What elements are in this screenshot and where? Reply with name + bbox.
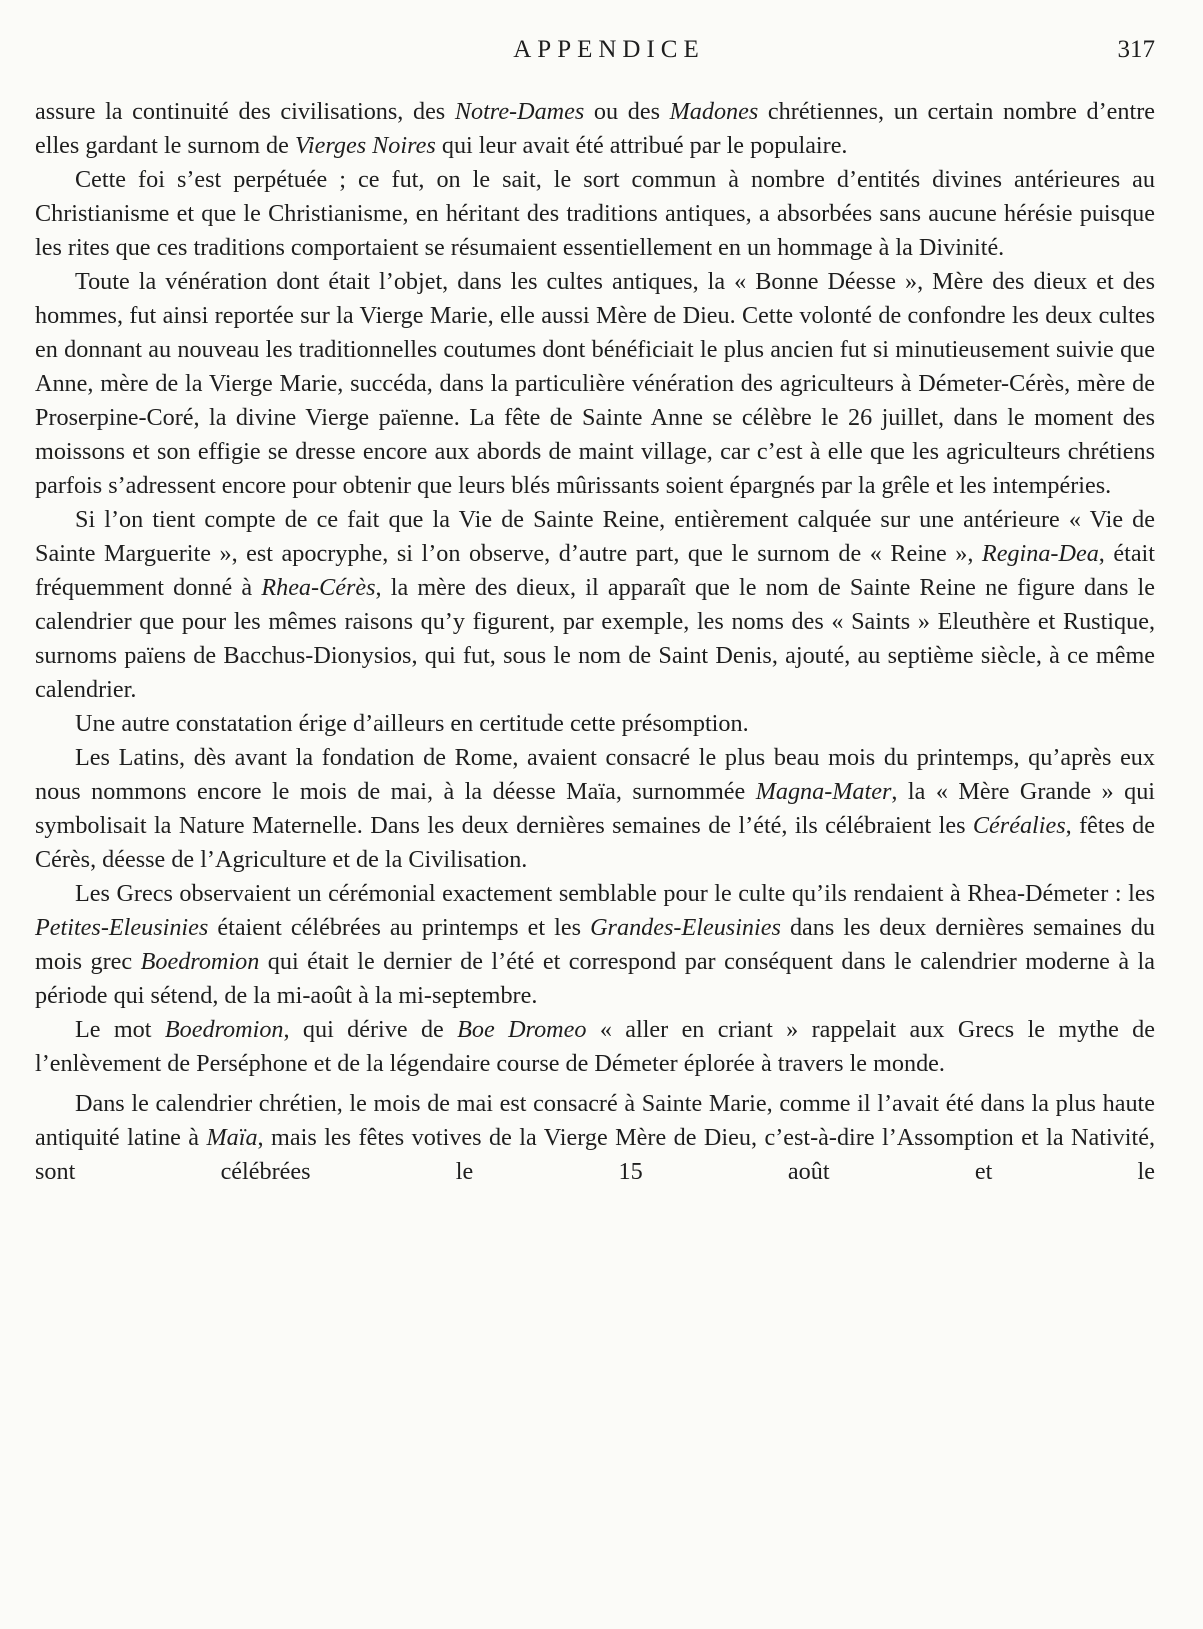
italic-text: Vierges Noires <box>294 132 436 159</box>
text-run: qui était le dernier de l’été et correspond par conséquent dans le calendrier moderne à la période qui sétend, de la mi-août à la mi-septembre. <box>35 948 1155 1009</box>
paragraph <box>35 265 1155 503</box>
text-run: , fêtes de Cérès, déesse de l’Agriculture et de la Civilisation. <box>35 812 1155 873</box>
italic-text: Grandes-Eleusinies <box>590 914 781 941</box>
text-run: Cette foi s’est perpétuée ; ce fut, on le sait, le sort commun à nombre d’entités divines antérieures au Christianisme et que le Christianisme, en héritant des traditions antiques, a absorbées sans aucune hérésie puisque les rites que ces traditions comportaient se résumaient essentiellement en un hommage à la Divinité. <box>35 166 1155 261</box>
text-run: Si l’on tient compte de ce fait que la Vie de Sainte Reine, entièrement calquée sur une antérieure « Vie de Sainte Marguerite », est apocryphe, si l’on observe, d’autre part, que le surnom de « Reine », <box>35 506 1155 567</box>
body-text <box>35 95 1155 1189</box>
running-head <box>35 36 1155 78</box>
text-run: Le mot <box>75 1016 165 1043</box>
paragraph <box>35 707 1155 741</box>
italic-text: Rhea-Cérès <box>261 574 376 601</box>
italic-text: Regina-Dea <box>981 540 1099 567</box>
italic-text: Maïa <box>206 1124 258 1151</box>
italic-text: Boedromion <box>164 1016 284 1043</box>
text-run: assure la continuité des civilisations, des <box>35 98 455 125</box>
italic-text: Boe Dromeo <box>457 1016 587 1043</box>
italic-text: Notre-Dames <box>454 98 585 125</box>
text-run: qui leur avait été attribué par le populaire. <box>435 132 848 159</box>
paragraph <box>35 95 1155 163</box>
text-run: « aller en criant » rappelait aux Grecs le mythe de l’enlèvement de Perséphone et de la légendaire course de Démeter éplorée à travers le monde. <box>35 1016 1156 1077</box>
paragraph <box>35 503 1155 707</box>
text-run: , qui dérive de <box>283 1016 458 1043</box>
text-run: , était fréquemment donné à <box>35 540 1155 601</box>
paragraph <box>35 741 1155 877</box>
page-number: 317 <box>1117 36 1155 63</box>
italic-text: Céréalies <box>972 812 1066 839</box>
running-title: APPENDICE <box>513 36 705 63</box>
text-run: , mais les fêtes votives de la Vierge Mère de Dieu, c’est-à-dire l’Assomption et la Nativité, sont célébrées le 15 août et le <box>35 1124 1155 1185</box>
paragraph <box>35 1013 1155 1081</box>
italic-text: Madones <box>669 98 759 125</box>
text-run: Une autre constatation érige d’ailleurs en certitude cette présomption. <box>75 710 749 737</box>
text-run: dans les deux dernières semaines du mois grec <box>35 914 1155 975</box>
text-run: chrétiennes, un certain nombre d’entre elles gardant le surnom de <box>35 98 1155 159</box>
text-run: Toute la vénération dont était l’objet, dans les cultes antiques, la « Bonne Déesse », Mère des dieux et des hommes, fut ainsi reportée sur la Vierge Marie, elle aussi Mère de Dieu. Cette volonté de confondre les deux cultes en donnant au nouveau les traditionnelles coutumes dont bénéficiait le plus ancien fut si minutieusement suivie que Anne, mère de la Vierge Marie, succéda, dans la particulière vénération des agriculteurs à Démeter-Cérès, mère de Proserpine-Coré, la divine Vierge païenne. La fête de Sainte Anne se célèbre le 26 juillet, dans le moment des moissons et son effigie se dresse encore aux abords de maint village, car c’est à elle que les agriculteurs chrétiens parfois s’adressent encore pour obtenir que leurs blés mûrissants soient épargnés par la grêle et les intempéries. <box>35 268 1155 499</box>
italic-text: Magna-Mater <box>755 778 892 805</box>
text-run: , la mère des dieux, il apparaît que le nom de Sainte Reine ne figure dans le calendrier que pour les mêmes raisons qu’y figurent, par exemple, les noms des « Saints » Eleuthère et Rustique, surnoms païens de Bacchus-Dionysios, qui fut, sous le nom de Saint Denis, ajouté, au septième siècle, à ce même calendrier. <box>35 574 1155 703</box>
text-run: ou des <box>584 98 670 125</box>
italic-text: Boedromion <box>140 948 260 975</box>
paragraph <box>35 1087 1155 1189</box>
paragraph <box>35 877 1155 1013</box>
text-run: Les Grecs observaient un cérémonial exactement semblable pour le culte qu’ils rendaient à Rhea-Démeter : les <box>75 880 1155 907</box>
text-run: Dans le calendrier chrétien, le mois de mai est consacré à Sainte Marie, comme il l’avait été dans la plus haute antiquité latine à <box>35 1090 1155 1151</box>
italic-text: Petites-Eleusinies <box>35 914 209 941</box>
paragraph <box>35 163 1155 265</box>
text-run: étaient célébrées au printemps et les <box>208 914 591 941</box>
text-run: , la « Mère Grande » qui symbolisait la Nature Maternelle. Dans les deux dernières semaines de l’été, ils célébraient les <box>35 778 1156 839</box>
text-run: Les Latins, dès avant la fondation de Rome, avaient consacré le plus beau mois du printemps, qu’après eux nous nommons encore le mois de mai, à la déesse Maïa, surnommée <box>35 744 1155 805</box>
